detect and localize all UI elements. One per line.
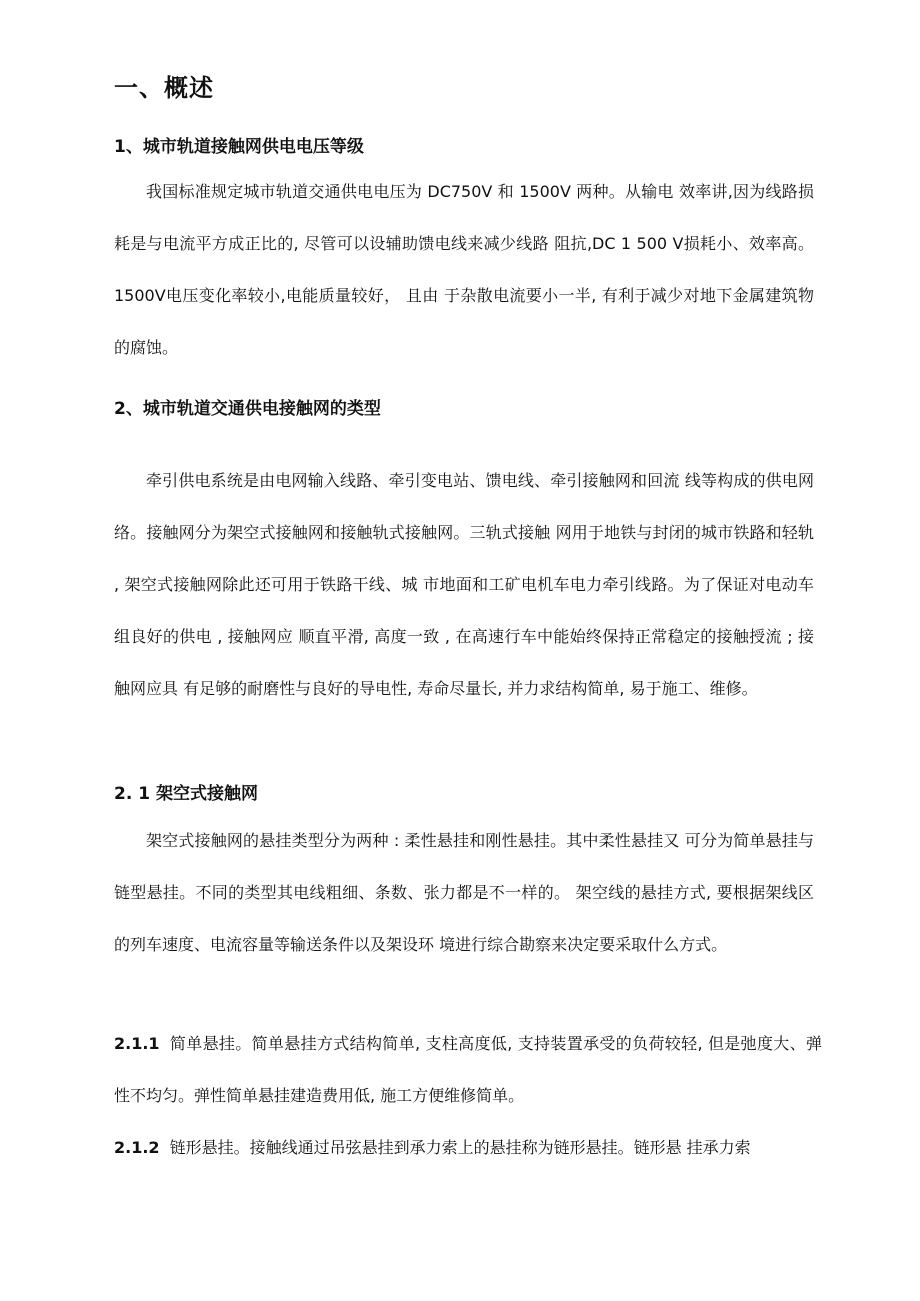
section-paragraph-overhead: 架空式接触网的悬挂类型分为两种 : 柔性悬挂和刚性悬挂。其中柔性悬挂又 可分为简单悬挂与链型悬挂。不同的类型其电线粗细、条数、张力都是不一样的。 架空线的悬挂方式, 要根据架线区的列车速度、电流容量等输送条件以及架设环 境进行综合勘察来决定要采取什么方式。 xyxy=(114,831,814,954)
section-heading-types: 2、城市轨道交通供电接触网的类型 xyxy=(114,399,381,419)
subsection-text: 简单悬挂。简单悬挂方式结构简单, 支柱高度低, 支持装置承受的负荷较轻, 但是弛度大、弹性不均匀。弹性简单悬挂建造费用低, 施工方便维修简单。 xyxy=(114,1034,822,1105)
subsection-number: 2.1.2 xyxy=(114,1138,160,1157)
section-heading-voltage: 1、城市轨道接触网供电电压等级 xyxy=(114,137,364,157)
section-heading-overhead: 2. 1 架空式接触网 xyxy=(114,784,258,804)
subsection-catenary-suspension xyxy=(114,1122,822,1174)
subsection-simple-suspension xyxy=(114,1018,822,1122)
chapter-title: 一、概述 xyxy=(114,74,214,102)
section-paragraph-types: 牵引供电系统是由电网输入线路、牵引变电站、馈电线、牵引接触网和回流 线等构成的供电网络。接触网分为架空式接触网和接触轨式接触网。三轨式接触 网用于地铁与封闭的城市铁路和轻轨 , 架空式接触网除此还可用于铁路干线、城 市地面和工矿电机车电力牵引线路。为了保证对电动车组良好的供电 , 接触网应 顺直平滑, 高度一致 , 在高速行车中能始终保持正常稳定的接触授流 ; 接触网应具 有足够的耐磨性与良好的导电性, 寿命尽量长, 并力求结构简单, 易于施工、维修。 xyxy=(114,471,814,698)
subsection-text: 链形悬挂。接触线通过吊弦悬挂到承力索上的悬挂称为链形悬挂。链形悬 挂承力索 xyxy=(169,1138,751,1157)
subsection-number: 2.1.1 xyxy=(114,1034,160,1053)
section-paragraph-voltage: 我国标准规定城市轨道交通供电电压为 DC750V 和 1500V 两种。从输电 效率讲,因为线路损耗是与电流平方成正比的, 尽管可以设辅助馈电线来减少线路 阻抗,DC 1 500 V损耗小、效率高。1500V电压变化率较小,电能质量较好， 且由 于杂散电流要小一半, 有利于减少对地下金属建筑物的腐蚀。 xyxy=(114,182,814,357)
